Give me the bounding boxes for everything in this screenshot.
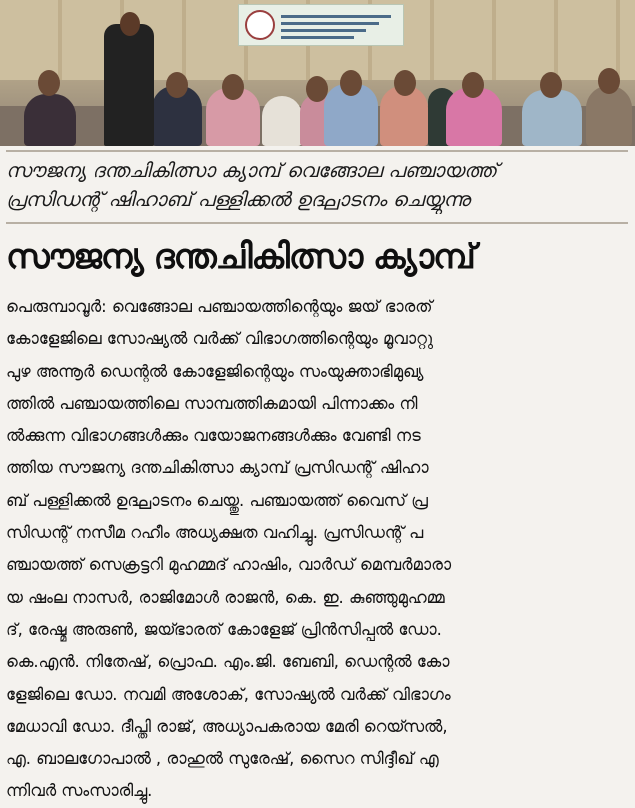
body-line: കോളേജിലെ സോഷ്യൽ വർക്ക് വിഭാഗത്തിന്റെയും മൂവാറ്റു xyxy=(6,329,433,349)
caption-line: സൗജന്യ ദന്തചികിത്സാ ക്യാമ്പ് വെങ്ങോല പഞ്ചായത്ത് xyxy=(6,159,498,182)
banner-text-lines xyxy=(281,11,403,39)
headline: സൗജന്യ ദന്തചികിത്സാ ക്യാമ്പ് xyxy=(6,237,475,277)
speaker-head xyxy=(120,12,140,36)
article-body xyxy=(6,291,630,808)
caption-line: പ്രസിഡന്റ് ഷിഹാബ് പള്ളിക്കൽ ഉദ്ഘാടനം ചെയ്യുന്നു xyxy=(6,188,470,211)
event-banner xyxy=(238,4,404,46)
person-head xyxy=(222,74,244,100)
seated-person xyxy=(522,90,582,146)
body-line: ത്തിയ സൗജന്യ ദന്തചികിത്സാ ക്യാമ്പ് പ്രസിഡന്റ് ഷിഹാ xyxy=(6,458,429,478)
person-head xyxy=(166,72,188,98)
news-photo xyxy=(0,0,635,146)
body-line: കെ.എൻ. നിതേഷ്, പ്രൊഫ. എം.ജി. ബേബി, ഡെന്റൽ കോ xyxy=(6,652,450,672)
body-line: ത്തിൽ പഞ്ചായത്തിലെ സാമ്പത്തികമായി പിന്നാക്കം നി xyxy=(6,393,418,413)
seated-person xyxy=(586,86,632,146)
body-line: ഞ്ചായത്ത് സെക്രട്ടറി മുഹമ്മദ് ഹാഷിം, വാർഡ് മെമ്പർമാരാ xyxy=(6,555,452,575)
person-head xyxy=(540,72,562,98)
body-line: പെരുമ്പാവൂർ: വെങ്ങോല പഞ്ചായത്തിന്റെയും ജയ് ഭാരത് xyxy=(6,297,433,316)
photo-caption xyxy=(6,156,628,214)
speaker-person xyxy=(104,24,154,146)
person-head xyxy=(598,68,620,94)
banner-logo xyxy=(245,10,275,40)
body-line: യ ഷംല നാസർ, രാജിമോൾ രാജൻ, കെ. ഇ. കുഞ്ഞുമുഹമ്മ xyxy=(6,587,445,607)
body-line: എ. ബാലഗോപാൽ , രാഹുൽ സുരേഷ്, സൈറ സിദ്ദീഖ് എ xyxy=(6,749,439,769)
person-head xyxy=(462,72,484,98)
person-head xyxy=(38,70,60,96)
person-head xyxy=(340,70,362,96)
caption-bottom-rule xyxy=(6,222,628,224)
seated-person xyxy=(24,94,76,146)
body-line: പുഴ അന്നൂർ ഡെന്റൽ കോളേജിന്റെയും സംയുക്താഭിമുഖ്യ xyxy=(6,361,424,381)
caption-top-rule xyxy=(6,150,628,152)
body-line: ന്നിവർ സംസാരിച്ചു. xyxy=(6,781,153,801)
seated-person xyxy=(262,96,302,146)
body-line: ബ് പള്ളിക്കൽ ഉദ്ഘാടനം ചെയ്തു. പഞ്ചായത്ത് വൈസ് പ്ര xyxy=(6,490,428,510)
person-head xyxy=(394,70,416,96)
body-line: ദ്, രേഷ്മ അരുൺ, ജയ്ഭാരത് കോളേജ് പ്രിൻസിപ്പൽ ഡോ. xyxy=(6,619,442,639)
body-line: ൽക്കുന്ന വിഭാഗങ്ങൾക്കും വയോജനങ്ങൾക്കും വേണ്ടി നട xyxy=(6,426,421,446)
body-line: ളേജിലെ ഡോ. നവമി അശോക്, സോഷ്യൽ വർക്ക് വിഭാഗം xyxy=(6,684,451,704)
body-line: മേധാവി ഡോ. ദീപ്തി രാജ്, അധ്യാപകരായ മേരി റെയ്സൽ, xyxy=(6,716,448,736)
body-line: സിഡന്റ് നസീമ റഹീം അധ്യക്ഷത വഹിച്ചു. പ്രസിഡന്റ് പ xyxy=(6,523,424,543)
